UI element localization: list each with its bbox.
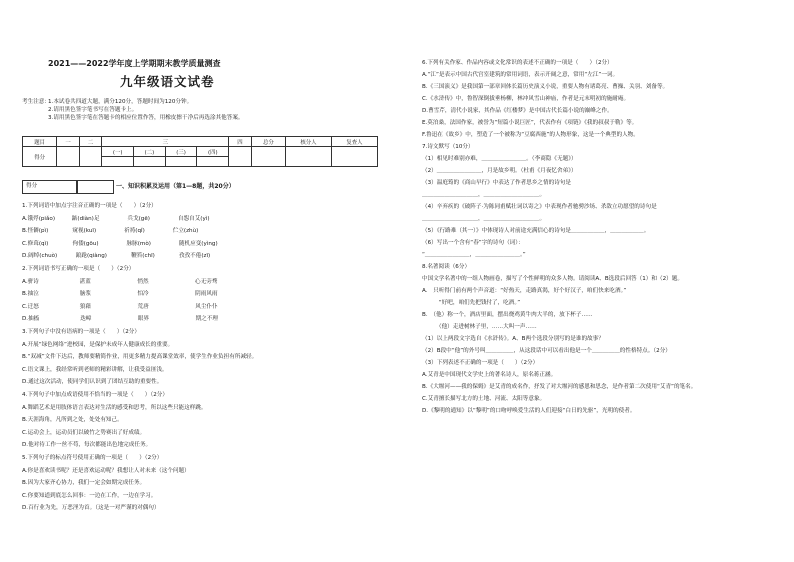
- score-cell[interactable]: [57, 147, 80, 167]
- question-line: C.你要知道到底怎么回事：一边在工作，一边在学习。: [22, 492, 157, 499]
- score-sub-header: (四): [197, 147, 229, 157]
- question-line: （3）下列表述不正确的一项是（ ）（2分）: [422, 360, 539, 366]
- question-line: “好吧，咱们先把钱付了，吃酒。”: [422, 300, 521, 306]
- question-line: B.《三国演义》是我国第一部章回体长篇历史演义小说，重要人物有诸葛亮、曹操、关羽、刘备等。: [422, 84, 669, 90]
- score-cell[interactable]: [79, 147, 102, 167]
- question-line: B. （他）称一个，酒店里面，摆出烧鸡黄牛肉大半的，放下杯子……: [422, 312, 593, 318]
- question-line: D.他对待工作一丝不苟，每次都能出色地完成任务。: [22, 442, 152, 449]
- note-line: 3.请用黑色签字笔在答题卡的相应位置作答，用橡皮擦干净后再选涂其他答案。: [48, 115, 244, 121]
- question-line: A. 只听得门前有两个声音道：“好热天，走路真渴，好个好汉子，咱们快来吃酒。”: [422, 288, 627, 294]
- question-line: （2）＿＿＿＿＿＿＿＿，月是故乡明。（杜甫《月夜忆舍弟》）: [422, 168, 577, 174]
- question-line: C.迁怒 狼藉 荒唐 风尘仆仆: [22, 303, 218, 310]
- note-line: 1.本试卷共四道大题，满分120分，答题时间为120分钟。: [48, 99, 193, 105]
- section-reviewer-box: [76, 180, 114, 194]
- question-line: 2.下列词语书写正确的一项是（ ）（2分）: [22, 266, 135, 272]
- score-header-cell: 复查人: [331, 137, 377, 147]
- question-line: A.“江”是表示中国古代宫室建筑的常用词语，表示开阔之意，常用“左江”一词。: [422, 72, 619, 78]
- question-line: 5.下列句子的标点符号使用正确的一项是（ ）（2分）: [22, 455, 163, 461]
- score-cell[interactable]: [165, 157, 197, 167]
- section-title: 一、知识积累及运用（第1—8题，共20分）: [116, 183, 235, 190]
- question-line: A.舞蹈艺术是用肢体语言表达对生活的感受和思考，所以这些只能这样跳。: [22, 404, 207, 411]
- score-cell[interactable]: [102, 157, 134, 167]
- question-line: D.抽搐 迭嶂 眼界 期之不理: [22, 316, 219, 323]
- question-line: B.“双减”文件下达后，教师要精简作业，用更多精力提高课堂效率，使学生作业负担有所减轻。: [22, 354, 258, 361]
- score-sub-header: (二): [134, 147, 166, 157]
- question-line: B.《大堰河——我的保姆》是艾青的成名作，抒发了对大堰河的感恩和思念，是作者第二次使用“艾青”的笔名。: [422, 384, 697, 390]
- question-line: D.《黎明的通知》以“黎明”的口吻呼唤爱生活的人们迎接“白日的先驱”，光明的使者。: [422, 408, 636, 414]
- score-header-cell: 四: [229, 137, 252, 147]
- note-line: 2.请用黑色签字笔书写在答题卡上。: [48, 107, 138, 113]
- question-line: E.莫泊桑，法国作家，被誉为“短篇小说巨匠”，代表作有《项链》《我的叔叔于勒》等。: [422, 120, 638, 126]
- question-line: D.阔绰(chuò) 踉跄(qiàng) 鞭笞(chī) 孜孜不倦(zī): [22, 253, 211, 260]
- score-cell[interactable]: [251, 147, 285, 167]
- question-line: A.艾青是中国现代文学史上的著名诗人，原名蒋正涵。: [422, 372, 557, 378]
- question-line: （3）温庭筠的《商山早行》中表达了作者思乡之情的诗句是: [422, 180, 571, 186]
- question-line: （2）B段中“他”的外号叫＿＿＿＿＿，从这段话中可以看出他是一个＿＿＿＿＿的性格特点。（2分）: [422, 348, 671, 354]
- question-line: （他）走进树林子里，……大叫一声……: [422, 324, 537, 330]
- question-line: C.语文课上，我经常听到老师的精彩讲解，让我受益匪浅。: [22, 366, 168, 373]
- score-sub-header: (三): [165, 147, 197, 157]
- question-line: （6）写出一个含有“春”字的诗句（词）：: [422, 240, 524, 246]
- question-line: D.百行业为先，万恶淫为首。（这是一对严谨的对偶句）: [22, 505, 160, 512]
- question-line: A.饿殍(piǎo) 踮(diàn)足 兵戈(gē) 自怨自艾(yì): [22, 215, 210, 222]
- question-line: 4.下列句子中加点成语使用不恰当的一项是（ ）（2分）: [22, 392, 168, 398]
- exam-subtitle: 九年级语文试卷: [120, 74, 215, 89]
- section-score-label: 得分: [26, 183, 38, 189]
- question-line: B.抽泣 脑浆 怕冷 阴雨风雨: [22, 291, 218, 298]
- score-row-label: 得分: [23, 147, 57, 167]
- question-line: “＿＿＿＿＿＿＿＿，＿＿＿＿＿＿＿＿。”: [422, 252, 526, 258]
- score-header-cell: 三: [102, 137, 229, 147]
- question-line: 1.下列词语中加点字注音正确的一项是（ ）（2分）: [22, 203, 157, 209]
- question-line: D.曹雪芹，清代小说家，其作品《红楼梦》是中国古代长篇小说的巅峰之作。: [422, 108, 613, 114]
- score-cell[interactable]: [331, 147, 377, 167]
- question-line: ＿＿＿＿＿＿＿＿＿＿，＿＿＿＿＿＿＿＿＿＿。: [422, 216, 546, 222]
- question-line: A.你是喜欢读书呢？还是喜欢运动呢？我想让人对未来（这个问题）: [22, 467, 190, 474]
- score-header-cell: 核分人: [285, 137, 331, 147]
- score-header-cell: 总分: [251, 137, 285, 147]
- question-line: （4）辛弃疾的《破阵子·为陈同甫赋壮词以寄之》中表现作者驰骋沙场、杀敌立功愿望的诗句是: [422, 204, 657, 210]
- question-line: D.通过这次活动，使同学们认识到了团结互助的重要性。: [22, 379, 163, 386]
- score-cell[interactable]: [197, 157, 229, 167]
- score-header-cell: 题目: [23, 137, 57, 147]
- question-line: （1）以上两段文字选自《水浒传》。A、B两个选段分别写的是谁的故事？: [422, 336, 604, 342]
- score-cell[interactable]: [229, 147, 252, 167]
- score-cell[interactable]: [285, 147, 331, 167]
- notes-label: 考生注意：: [22, 99, 50, 105]
- question-line: ＿＿＿＿＿＿＿＿＿＿，＿＿＿＿＿＿＿＿＿＿。: [422, 192, 546, 198]
- question-line: C.《水浒传》中，鲁智深倒拔垂杨柳，林冲风雪山神庙，作者是元末明初的施耐庵。: [422, 96, 630, 102]
- question-line: 8.名著阅读（6分）: [422, 264, 471, 270]
- exam-title: 2021——2022学年度上学期期末教学质量测查: [48, 59, 221, 68]
- question-line: C.艾青擅长描写北方的土地、河流、太阳等意象。: [422, 396, 546, 402]
- question-line: 7.诗文默写（10分）: [422, 144, 474, 150]
- question-line: B.因为大家齐心协力，我们一定会如期完成任务。: [22, 480, 146, 487]
- question-line: （5）《行路难（其一）》中体现诗人对前途充满信心的诗句是＿＿＿＿＿＿，＿＿＿＿＿＿。: [422, 228, 650, 234]
- question-line: 中国文学名著中的一组人物画卷，描写了个性鲜明的众多人物。请阅读A、B选段后回答（1）和（2）题。: [422, 276, 683, 282]
- score-table: [22, 136, 378, 167]
- question-line: B.天涯海角，凡所到之处，处处有知己。: [22, 417, 123, 424]
- question-line: A.骈诗 湛蓝 悄然 心无旁骛: [22, 278, 218, 285]
- question-line: B.怪僻(pì) 窥视(kuī) 祈祷(qǐ) 伫立(zhù): [22, 228, 199, 235]
- question-line: 3.下列句子中没有语病的一项是（ ）（2分）: [22, 329, 140, 335]
- score-cell[interactable]: [134, 157, 166, 167]
- question-line: （1）相见时难别亦难，＿＿＿＿＿＿＿＿。（李商隐《无题》）: [422, 156, 577, 162]
- question-line: C.修葺(qì) 佝偻(gōu) 脉脉(mò) 随机应变(yìng): [22, 240, 218, 247]
- score-header-cell: 二: [79, 137, 102, 147]
- score-sub-header: (一): [102, 147, 134, 157]
- question-line: 6.下列有关作家、作品内容或文化常识的表述不正确的一项是（ ）（2分）: [422, 60, 613, 66]
- question-line: F.鲁迅在《故乡》中，塑造了一个被称为“豆腐西施”的人物形象，这是一个典型的人物。: [422, 132, 639, 138]
- question-line: A.开展“绿色网络”进校园，是保护未成年人健康成长的重要。: [22, 341, 174, 348]
- score-header-cell: 一: [57, 137, 80, 147]
- question-line: C.运动会上，运动员们以破竹之势赛出了好成绩。: [22, 429, 146, 436]
